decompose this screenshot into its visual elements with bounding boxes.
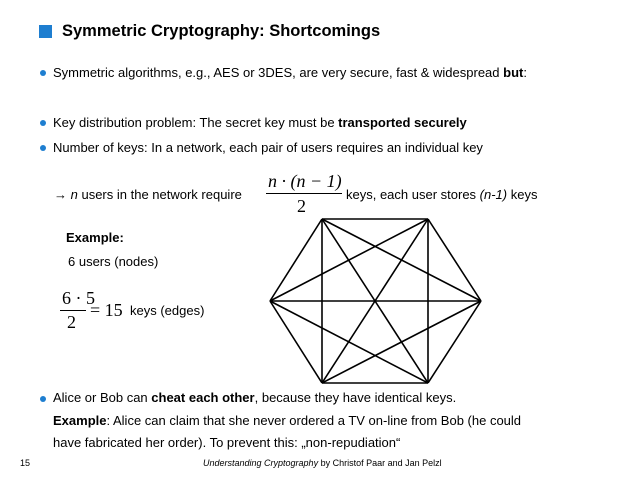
bullet-4-text bbox=[53, 390, 456, 405]
graph-edge bbox=[428, 219, 481, 301]
bullet-1-end: : bbox=[523, 65, 527, 80]
example-equals-15: = 15 bbox=[90, 300, 123, 320]
bullet-2-body: Key distribution problem: The secret key must be bbox=[53, 115, 339, 130]
bullet-4-body-1: Alice or Bob can bbox=[53, 390, 152, 405]
graph-edge bbox=[270, 301, 322, 383]
bullet-dot bbox=[40, 396, 46, 402]
bullet-2-bold: transported securely bbox=[338, 115, 467, 130]
implication-text-1: users in the network require bbox=[77, 187, 242, 202]
graph-edge bbox=[428, 301, 481, 383]
slide-title: Symmetric Cryptography: Shortcomings bbox=[62, 22, 381, 40]
example2-text-1: : Alice can claim that she never ordered a TV on-line from Bob (he could bbox=[106, 413, 522, 428]
bullet-4-bold: cheat each other bbox=[151, 390, 255, 405]
example-heading: Example: bbox=[66, 230, 124, 245]
graph-edge bbox=[270, 219, 428, 301]
formula-denominator: 2 bbox=[297, 196, 306, 216]
example-users: 6 users (nodes) bbox=[68, 254, 159, 269]
graph-edges bbox=[270, 219, 481, 383]
implication-var-n: n bbox=[70, 187, 78, 202]
implication-text-3: keys bbox=[507, 187, 538, 202]
arrow-right-icon: → bbox=[54, 187, 67, 202]
bullet-3-text: Number of keys: In a network, each pair of users requires an individual key bbox=[53, 140, 483, 155]
graph-edge bbox=[322, 301, 481, 383]
bullet-1-body: Symmetric algorithms, e.g., AES or 3DES, are very secure, fast & widespread bbox=[53, 65, 504, 80]
example2-line-1 bbox=[53, 413, 521, 428]
footer-credit bbox=[203, 458, 442, 468]
formula-numerator: n · (n − 1) bbox=[268, 171, 342, 191]
bullet-4-body-2: , because they have identical keys. bbox=[254, 390, 457, 405]
example2-line-2: have fabricated her order). To prevent this: „non-repudiation“ bbox=[53, 435, 401, 450]
example-frac-numerator: 6 · 5 bbox=[62, 288, 95, 308]
graph-edge bbox=[270, 219, 322, 301]
example2-bold: Example bbox=[53, 413, 107, 428]
example-frac-denominator: 2 bbox=[67, 312, 76, 332]
implication-text-2: keys, each user stores bbox=[346, 187, 480, 202]
page-number: 15 bbox=[20, 458, 31, 468]
implication-n-minus-1: (n-1) bbox=[479, 187, 508, 202]
example-keys-label: keys (edges) bbox=[130, 303, 205, 318]
bullet-1-bold: but bbox=[503, 65, 524, 80]
footer-book-title: Understanding Cryptography bbox=[203, 458, 319, 468]
graph-edge bbox=[270, 301, 428, 383]
footer-authors: by Christof Paar and Jan Pelzl bbox=[318, 458, 442, 468]
